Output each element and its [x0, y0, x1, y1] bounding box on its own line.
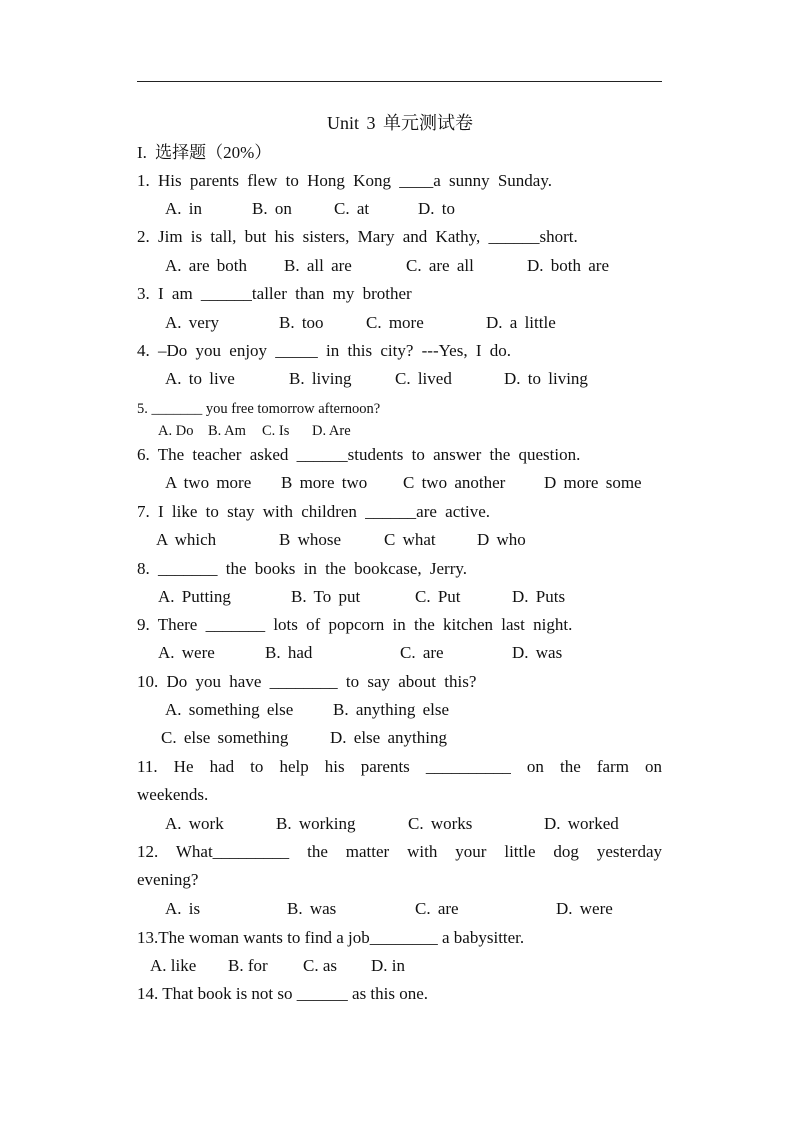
question-12-option-c: C. are: [415, 899, 459, 918]
question-7-option-d: D who: [477, 530, 526, 549]
question-2-option-b: B. all are: [284, 256, 352, 275]
question-12-option-b: B. was: [287, 899, 337, 918]
question-1-option-d: D. to: [418, 199, 455, 218]
question-6-option-b: B more two: [281, 473, 368, 492]
question-4-option-b: B. living: [289, 369, 352, 388]
question-13-stem: 13.The woman wants to find a job________ a babysitter.: [137, 928, 525, 947]
question-4-option-a: A. to live: [165, 369, 235, 388]
question-4-option-d: D. to living: [504, 369, 588, 388]
question-2-option-a: A. are both: [165, 256, 248, 275]
question-12-stem: 12. What_________ the matter with your little dog yesterday: [137, 842, 662, 861]
question-11-stem-continued: weekends.: [137, 785, 209, 804]
question-6-option-a: A two more: [165, 473, 252, 492]
question-10-option-a: A. something else: [165, 700, 294, 719]
question-4-option-c: C. lived: [395, 369, 452, 388]
question-13-option-c: C. as: [303, 956, 337, 975]
question-11-stem: 11. He had to help his parents __________ on the farm on: [137, 757, 662, 776]
question-3-stem: 3. I am ______taller than my brother: [137, 284, 412, 303]
question-9-option-d: D. was: [512, 643, 563, 662]
question-12-option-a: A. is: [165, 899, 201, 918]
question-5-option-a: A. Do: [158, 423, 194, 439]
question-9-option-a: A. were: [158, 643, 215, 662]
question-8-option-d: D. Puts: [512, 587, 566, 606]
question-11-option-c: C. works: [408, 814, 473, 833]
question-6-option-c: C two another: [403, 473, 506, 492]
question-3-option-c: C. more: [366, 313, 424, 332]
question-2-stem: 2. Jim is tall, but his sisters, Mary and Kathy, ______short.: [137, 227, 578, 246]
question-9-option-b: B. had: [265, 643, 313, 662]
question-10-option-d: D. else anything: [330, 728, 447, 747]
question-7-stem: 7. I like to stay with children ______are active.: [137, 502, 491, 521]
question-3-option-b: B. too: [279, 313, 324, 332]
top-rule: [137, 81, 662, 82]
section-heading: I. 选择题（20%）: [137, 143, 272, 162]
question-6-stem: 6. The teacher asked ______students to answer the question.: [137, 445, 581, 464]
question-14-stem: 14. That book is not so ______ as this one.: [137, 984, 429, 1003]
question-1-stem: 1. His parents flew to Hong Kong ____a sunny Sunday.: [137, 171, 552, 190]
question-11-option-a: A. work: [165, 814, 224, 833]
question-11-option-b: B. working: [276, 814, 356, 833]
question-12-stem-continued: evening?: [137, 870, 199, 889]
question-3-option-d: D. a little: [486, 313, 556, 332]
question-1-option-c: C. at: [334, 199, 370, 218]
question-9-option-c: C. are: [400, 643, 444, 662]
question-10-option-b: B. anything else: [333, 700, 450, 719]
question-8-option-b: B. To put: [291, 587, 361, 606]
question-10-option-c: C. else something: [161, 728, 289, 747]
question-8-option-c: C. Put: [415, 587, 461, 606]
question-6-option-d: D more some: [544, 473, 642, 492]
question-7-option-b: B whose: [279, 530, 342, 549]
question-5-option-c: C. Is: [262, 423, 290, 439]
question-5-option-b: B. Am: [208, 423, 246, 439]
question-5-stem: 5. _______ you free tomorrow afternoon?: [137, 401, 381, 417]
question-2-option-d: D. both are: [527, 256, 610, 275]
question-5-option-d: D. Are: [312, 423, 351, 439]
question-1-option-a: A. in: [165, 199, 202, 218]
question-1-option-b: B. on: [252, 199, 292, 218]
question-13-option-d: D. in: [371, 956, 405, 975]
question-10-stem: 10. Do you have ________ to say about this?: [137, 672, 477, 691]
question-13-option-a: A. like: [150, 956, 197, 975]
question-3-option-a: A. very: [165, 313, 219, 332]
question-8-stem: 8. _______ the books in the bookcase, Jerry.: [137, 559, 468, 578]
question-11-option-d: D. worked: [544, 814, 619, 833]
question-12-option-d: D. were: [556, 899, 613, 918]
page-title: Unit 3 单元测试卷: [326, 113, 473, 133]
question-13-option-b: B. for: [228, 956, 268, 975]
question-8-option-a: A. Putting: [158, 587, 231, 606]
question-7-option-a: A which: [156, 530, 217, 549]
question-4-stem: 4. –Do you enjoy _____ in this city? ---Yes, I do.: [137, 341, 511, 360]
question-2-option-c: C. are all: [406, 256, 474, 275]
question-9-stem: 9. There _______ lots of popcorn in the kitchen last night.: [137, 615, 573, 634]
question-7-option-c: C what: [384, 530, 436, 549]
